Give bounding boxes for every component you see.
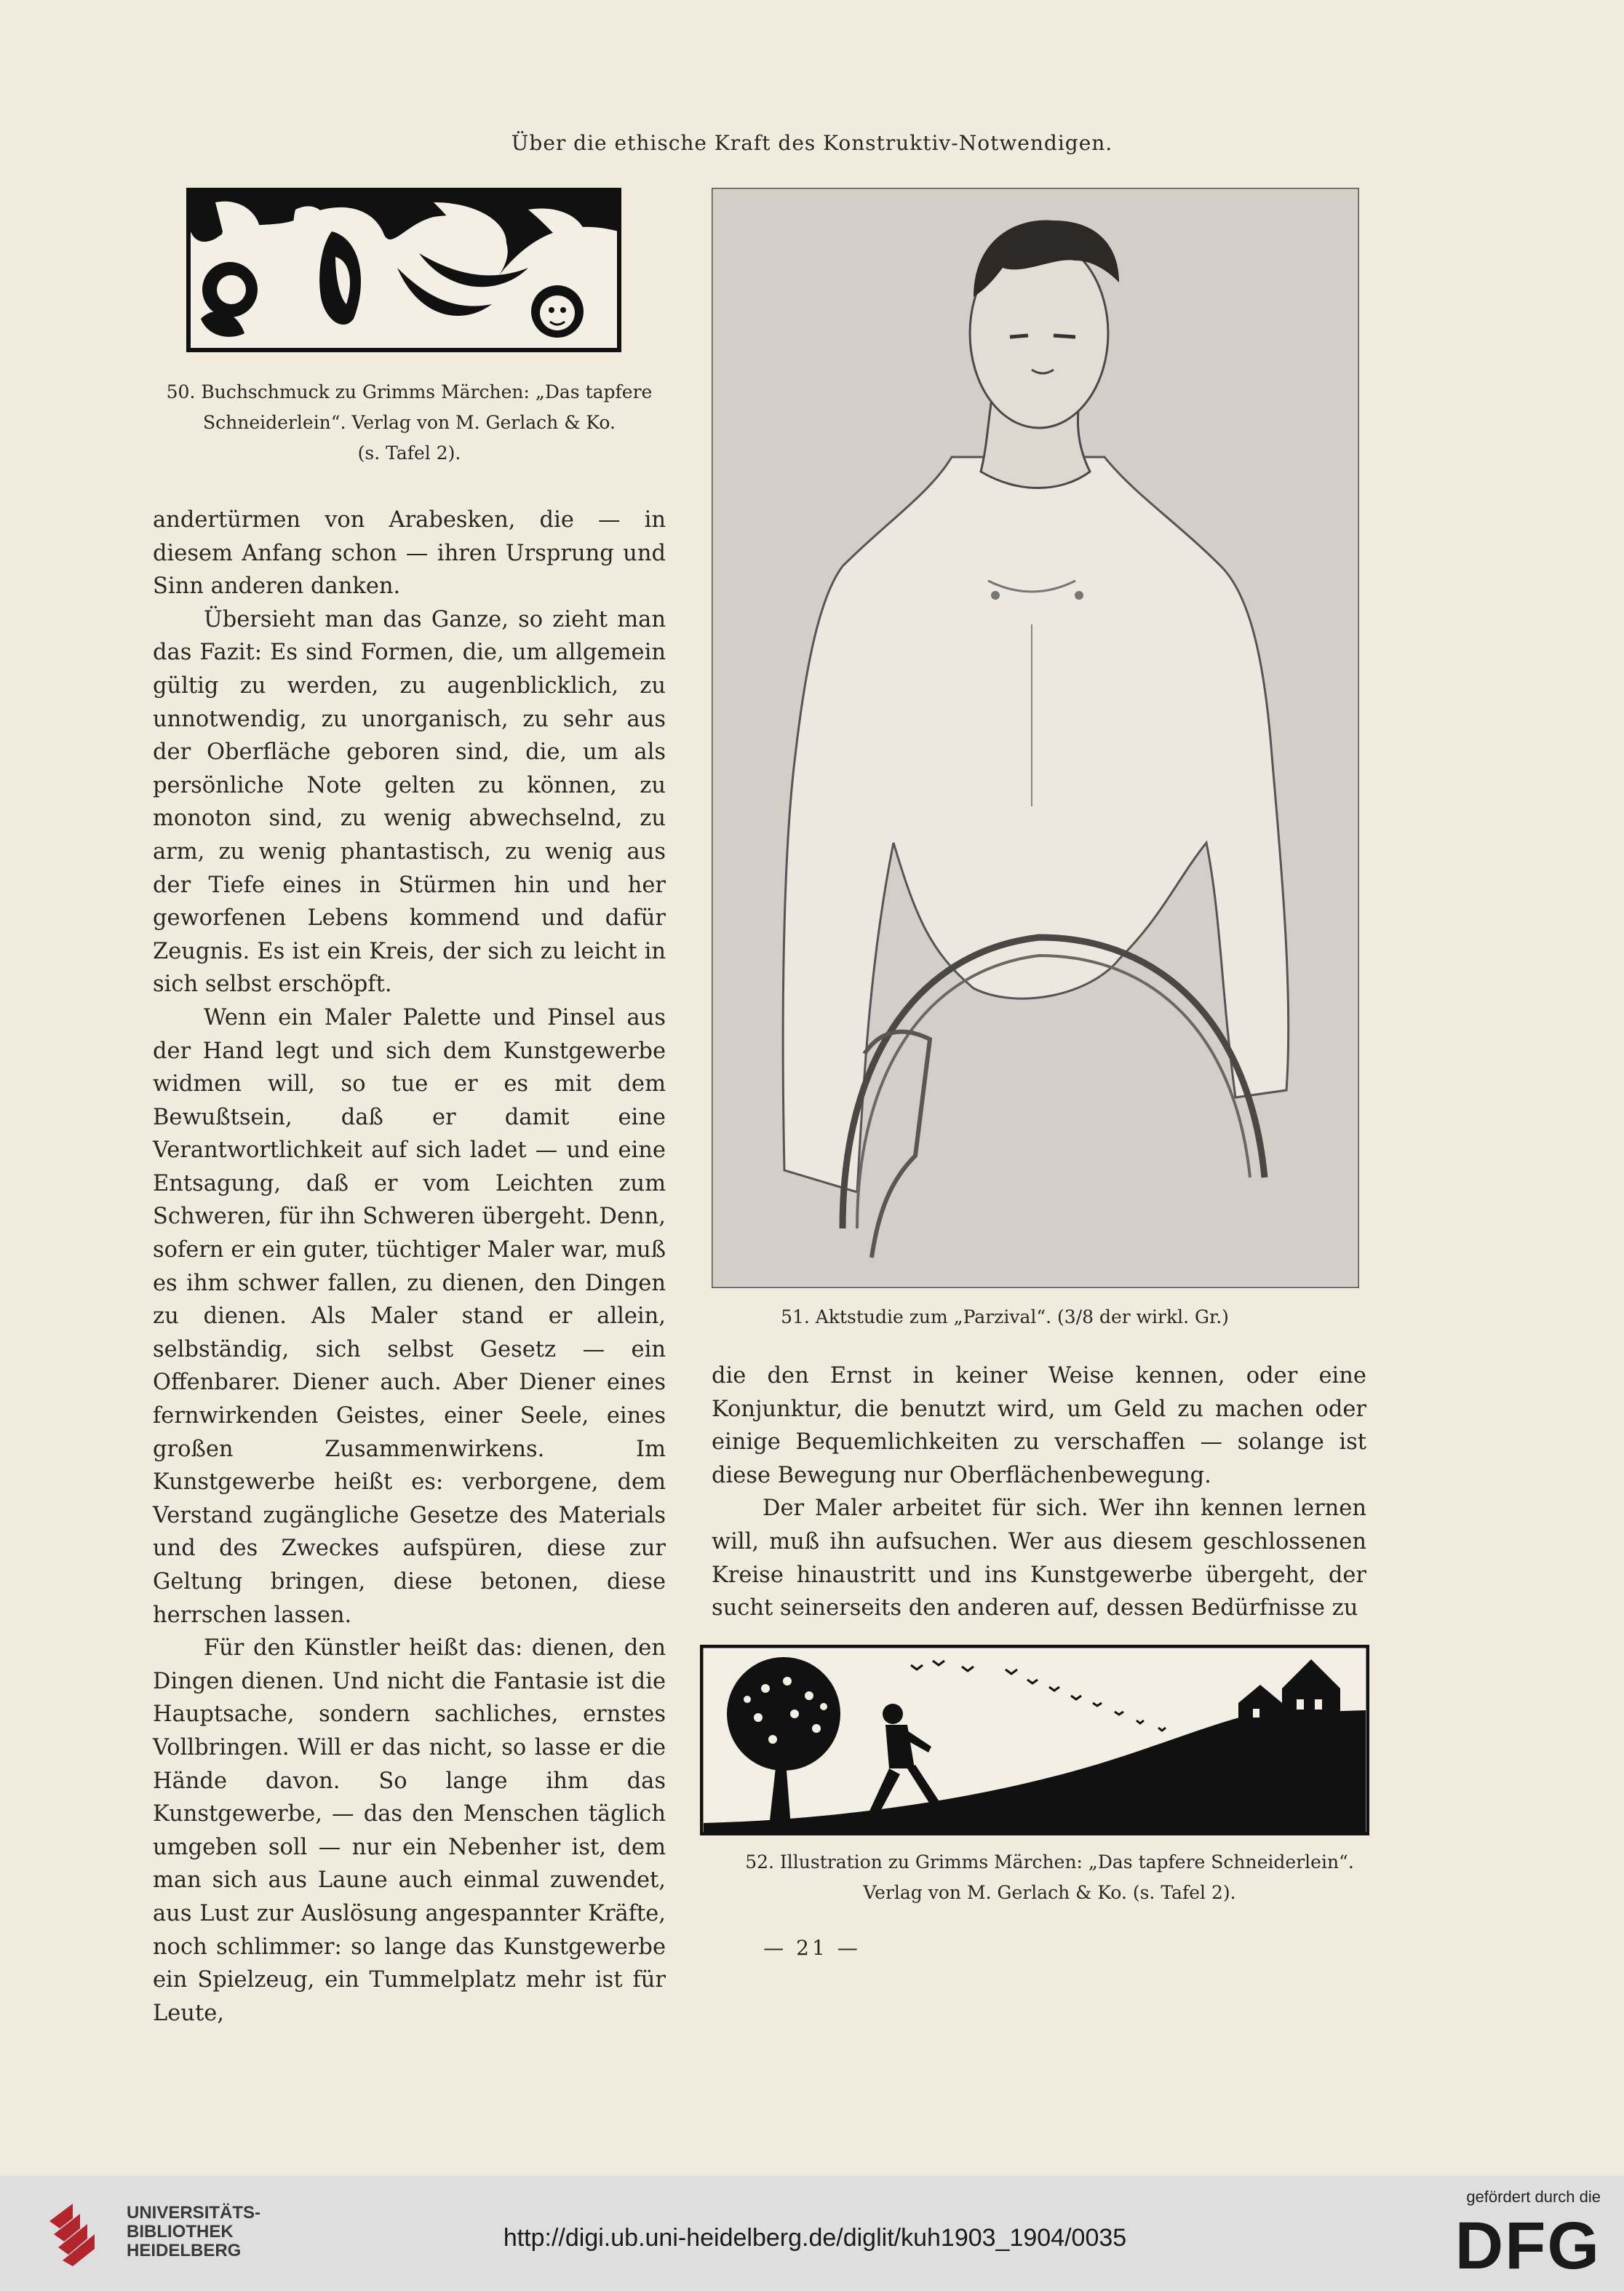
silhouette-illustration-fig52	[700, 1645, 1369, 1835]
paragraph: andertürmen von Arabesken, die — in diesem Anfang schon — ihren Ursprung und Sinn anderen danken.	[153, 507, 666, 600]
library-name-line: HEIDELBERG	[127, 2241, 242, 2260]
page-number: — 21 —	[763, 1936, 861, 1960]
paragraph: die den Ernst in keiner Weise kennen, oder eine Konjunktur, die benutzt wird, um Geld zu machen oder einige Bequemlichkeiten zu verschaffen — solange ist diese Bewegung nur Oberflächenbewegung.	[712, 1363, 1366, 1488]
paragraph: Für den Künstler heißt das: dienen, den Dingen dienen. Und nicht die Fantasie ist die Hauptsache, sondern sachliches, ernstes Vollbringen. Will er das nicht, so lasse er die Hände davon. So lange ihm das Kunstgewerbe, — das den Menschen täglich umgeben soll — nur ein Nebenher ist, dem man sich aus Laune auch einmal zuwendet, aus Lust zur Auslösung angespannter Kräfte, noch schlimmer: so lange das Kunstgewerbe ein Spielzeug, ein Tummelplatz mehr ist für Leute,	[153, 1635, 666, 2026]
figure-51-caption: 51. Aktstudie zum „Parzival“. (3/8 der wirkl. Gr.)	[781, 1306, 1229, 1327]
funding-note: gefördert durch die	[1466, 2188, 1601, 2206]
paragraph: Der Maler arbeitet für sich. Wer ihn kennen lernen will, muß ihn aufsuchen. Wer aus diesem geschlossenen Kreise hinaustritt und ins Kunstgewerbe übergeht, der sucht seinerseits den anderen auf, dessen Bedürfnisse zu	[712, 1496, 1366, 1621]
library-name-line: BIBLIOTHEK	[127, 2222, 234, 2242]
library-name	[127, 2204, 260, 2260]
caption-line: Schneiderlein“. Verlag von M. Gerlach & Ko.	[203, 412, 616, 433]
figure-50-caption	[149, 377, 669, 469]
left-text-column	[153, 504, 666, 2030]
caption-line: 52. Illustration zu Grimms Märchen: „Das tapfere Schneiderlein“.	[745, 1851, 1354, 1873]
permalink-url[interactable]: http://digi.ub.uni-heidelberg.de/diglit/kuh1903_1904/0035	[503, 2224, 1127, 2252]
ornament-vignette-fig50	[186, 188, 621, 352]
library-name-line: UNIVERSITÄTS-	[127, 2203, 261, 2223]
paragraph: Übersieht man das Ganze, so zieht man das Fazit: Es sind Formen, die, um allgemein gültig zu werden, zu augenblicklich, zu unnotwendig, zu unorganisch, zu sehr aus der Oberfläche geboren sind, die, um als persönliche Note gelten zu können, zu monoton sind, zu wenig abwechselnd, zu arm, zu wenig phantastisch, zu wenig aus der Tiefe eines in Stürmen hin und her geworfenen Lebens kommend und dafür Zeugnis. Es ist ein Kreis, der sich zu leicht in sich selbst erschöpft.	[153, 606, 666, 998]
paragraph: Wenn ein Maler Palette und Pinsel aus der Hand legt und sich dem Kunstgewerbe widmen will, so tue er es mit dem Bewußtsein, daß er damit eine Verantwortlichkeit auf sich ladet — und eine Entsagung, daß er vom Leichten zum Schweren, für ihn Schweren übergeht. Denn, sofern er ein guter, tüchtiger Maler war, muß es ihm schwer fallen, zu dienen, den Dingen zu dienen. Als Maler stand er allein, selbständig, sich selbst Gesetz — ein Offenbarer. Diener auch. Aber Diener eines fernwirkenden Geistes, einer Seele, eines großen Zusammenwirkens. Im Kunstgewerbe heißt es: verborgene, dem Verstand zugängliche Gesetze des Materials und des Zweckes aufspüren, diese zur Geltung bringen, diese betonen, diese herrschen lassen.	[153, 1004, 666, 1628]
figure-study-plate-fig51	[712, 188, 1359, 1288]
dfg-logo: DFG	[1454, 2209, 1601, 2283]
university-library-logo-icon	[44, 2199, 114, 2268]
caption-line: 50. Buchschmuck zu Grimms Märchen: „Das tapfere	[166, 381, 653, 402]
figure-52-caption	[717, 1847, 1382, 1908]
caption-line: (s. Tafel 2).	[357, 442, 461, 464]
running-title: Über die ethische Kraft des Konstruktiv-Notwendigen.	[511, 131, 1113, 155]
right-text-column	[712, 1359, 1366, 1625]
caption-line: Verlag von M. Gerlach & Ko. (s. Tafel 2).	[863, 1882, 1236, 1903]
